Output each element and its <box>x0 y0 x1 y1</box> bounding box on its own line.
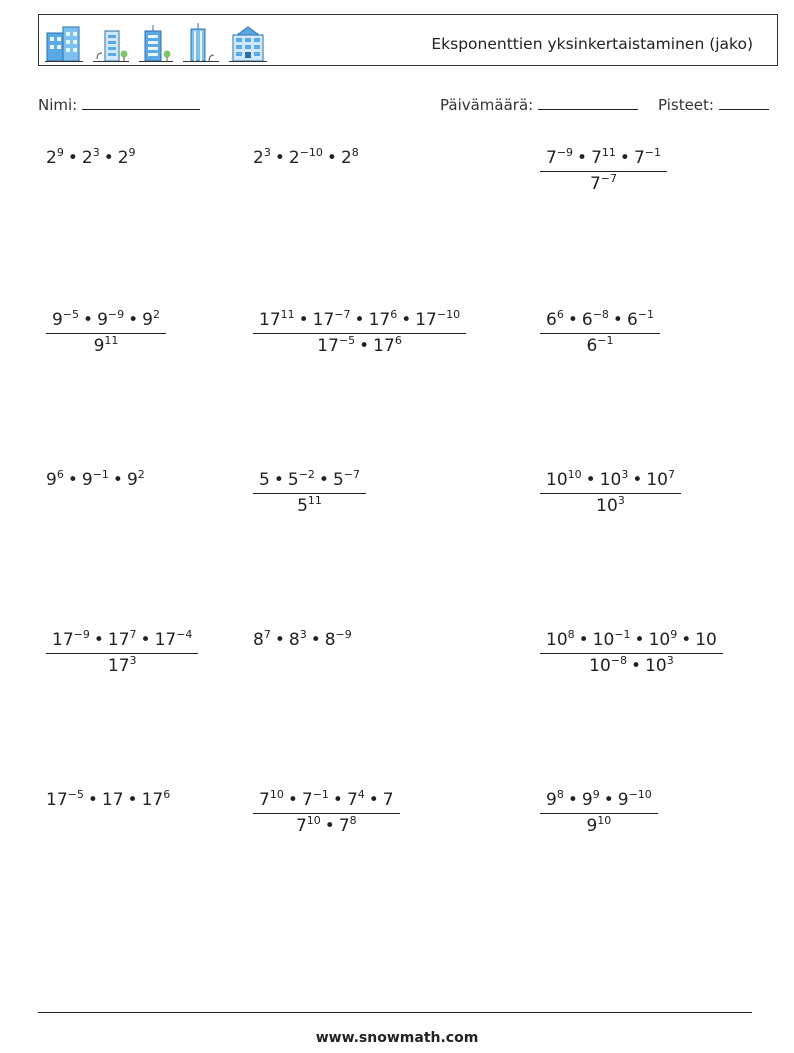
numerator <box>540 470 681 494</box>
term-base: 10 <box>695 630 717 650</box>
term-exponent: 10 <box>567 468 582 481</box>
term-exponent: −9 <box>73 628 90 641</box>
worksheet-title: Eksponenttien yksinkertaistaminen (jako) <box>431 35 753 53</box>
date-field[interactable] <box>440 95 638 114</box>
term-base: 17 <box>101 790 124 810</box>
numerator <box>540 148 667 172</box>
term-base: 8 <box>288 630 300 650</box>
term-base: 2 <box>117 148 129 168</box>
term-base: 9 <box>81 470 93 490</box>
problem-13 <box>46 790 170 810</box>
multiply-dot: • <box>274 148 285 168</box>
term-base: 9 <box>617 790 629 810</box>
numerator <box>253 470 366 494</box>
term-base: 9 <box>586 816 598 836</box>
multiply-dot: • <box>612 310 623 330</box>
term-exponent: 3 <box>129 654 137 667</box>
denominator <box>540 494 681 516</box>
footer-divider <box>38 1012 752 1013</box>
term-base: 10 <box>648 630 671 650</box>
fraction <box>540 148 667 194</box>
term-exponent: −2 <box>298 468 315 481</box>
term-exponent: −5 <box>338 334 356 347</box>
term-base: 6 <box>586 336 598 356</box>
term-exponent: −1 <box>614 628 631 641</box>
multiply-dot: • <box>578 630 589 650</box>
term-exponent: 7 <box>667 468 675 481</box>
term-exponent: 3 <box>92 146 100 159</box>
term-base: 5 <box>287 470 299 490</box>
term-exponent: 6 <box>56 468 64 481</box>
apartment-building-icon <box>229 23 267 63</box>
name-field[interactable] <box>38 95 200 114</box>
fraction <box>46 310 166 356</box>
problem-14 <box>253 790 400 836</box>
term-base: 17 <box>107 656 130 676</box>
term-exponent: −8 <box>610 654 628 667</box>
name-blank[interactable] <box>82 95 200 110</box>
term-base: 10 <box>546 470 568 490</box>
term-base: 17 <box>317 336 339 356</box>
term-base: 7 <box>546 148 557 168</box>
term-exponent: −8 <box>592 308 609 321</box>
term-base: 9 <box>142 310 153 330</box>
term-base: 5 <box>259 470 270 490</box>
problem-6 <box>540 310 660 356</box>
term-exponent: 8 <box>349 814 357 827</box>
fraction <box>540 790 658 836</box>
term-exponent: 3 <box>621 468 629 481</box>
fraction <box>46 630 198 676</box>
multiply-dot: • <box>112 470 123 490</box>
footer-url: www.snowmath.com <box>315 1030 479 1046</box>
numerator <box>46 310 166 334</box>
term-base: 8 <box>253 630 264 650</box>
term-exponent: −10 <box>299 146 323 159</box>
denominator <box>46 654 198 676</box>
term-base: 17 <box>141 790 164 810</box>
multiply-dot: • <box>67 148 78 168</box>
term-exponent: −5 <box>67 788 84 801</box>
term-base: 17 <box>373 336 395 356</box>
numerator <box>253 790 400 814</box>
term-base: 6 <box>581 310 593 330</box>
multiply-dot: • <box>127 790 138 810</box>
term-exponent: 3 <box>617 494 625 507</box>
term-exponent: −10 <box>628 788 652 801</box>
header-icons <box>45 21 267 63</box>
date-label: Päivämäärä: <box>440 96 534 114</box>
term-exponent: 11 <box>104 334 119 347</box>
multiply-dot: • <box>585 470 596 490</box>
fraction <box>540 630 723 676</box>
denominator <box>540 814 658 836</box>
term-base: 7 <box>346 790 358 810</box>
term-exponent: −9 <box>556 146 574 159</box>
problem-7 <box>46 470 145 490</box>
fraction <box>253 310 466 356</box>
term-base: 2 <box>81 148 93 168</box>
multiply-dot: • <box>326 148 337 168</box>
term-exponent: 4 <box>357 788 365 801</box>
term-exponent: 7 <box>263 628 271 641</box>
term-exponent: −7 <box>343 468 360 481</box>
problem-15 <box>540 790 658 836</box>
problem-12 <box>540 630 723 676</box>
term-base: 8 <box>324 630 336 650</box>
term-base: 17 <box>368 310 391 330</box>
term-base: 9 <box>46 470 57 490</box>
term-base: 7 <box>301 790 313 810</box>
problem-3 <box>540 148 667 194</box>
term-exponent: −4 <box>176 628 193 641</box>
term-exponent: 11 <box>307 494 322 507</box>
problem-2 <box>253 148 359 168</box>
worksheet-header <box>38 14 778 66</box>
term-exponent: 9 <box>56 146 64 159</box>
term-exponent: 6 <box>390 308 398 321</box>
term-exponent: 6 <box>163 788 171 801</box>
fraction <box>253 470 366 516</box>
denominator <box>46 334 166 356</box>
multiply-dot: • <box>273 470 284 490</box>
multiply-dot: • <box>87 790 98 810</box>
term-base: 10 <box>645 656 667 676</box>
term-exponent: 10 <box>269 788 284 801</box>
term-exponent: 9 <box>128 146 136 159</box>
multiply-dot: • <box>67 470 78 490</box>
multiply-dot: • <box>631 656 642 676</box>
term-exponent: 10 <box>306 814 321 827</box>
multiply-dot: • <box>368 790 379 810</box>
multiply-dot: • <box>93 630 104 650</box>
score-field[interactable] <box>658 95 769 114</box>
term-exponent: 11 <box>280 308 295 321</box>
term-base: 17 <box>107 630 130 650</box>
term-base: 5 <box>332 470 344 490</box>
term-exponent: −1 <box>92 468 109 481</box>
score-blank[interactable] <box>719 95 769 110</box>
term-exponent: −1 <box>637 308 654 321</box>
problem-11 <box>253 630 352 650</box>
term-exponent: −7 <box>334 308 351 321</box>
term-exponent: 9 <box>670 628 678 641</box>
term-base: 9 <box>546 790 557 810</box>
term-exponent: −9 <box>107 308 125 321</box>
fraction <box>253 790 400 836</box>
multiply-dot: • <box>287 790 298 810</box>
term-base: 2 <box>288 148 300 168</box>
term-base: 10 <box>646 470 668 490</box>
multiply-dot: • <box>567 790 578 810</box>
multiply-dot: • <box>567 310 578 330</box>
skyscraper-with-tree-icon <box>139 23 173 63</box>
multiply-dot: • <box>619 148 630 168</box>
fraction <box>540 310 660 356</box>
multiply-dot: • <box>128 310 139 330</box>
term-exponent: −5 <box>62 308 80 321</box>
multiply-dot: • <box>298 310 309 330</box>
term-exponent: 11 <box>601 146 616 159</box>
term-exponent: 3 <box>299 628 307 641</box>
multiply-dot: • <box>603 790 614 810</box>
multiply-dot: • <box>83 310 94 330</box>
term-base: 17 <box>312 310 335 330</box>
term-base: 9 <box>581 790 593 810</box>
denominator <box>253 814 400 836</box>
term-base: 7 <box>633 148 645 168</box>
problem-5 <box>253 310 466 356</box>
date-blank[interactable] <box>538 95 638 110</box>
problem-4 <box>46 310 166 356</box>
term-base: 2 <box>253 148 264 168</box>
fraction <box>540 470 681 516</box>
multiply-dot: • <box>274 630 285 650</box>
term-base: 7 <box>591 148 602 168</box>
multiply-dot: • <box>324 816 335 836</box>
tower-with-tree-icon <box>93 23 129 63</box>
term-exponent: 6 <box>556 308 564 321</box>
term-base: 17 <box>52 630 74 650</box>
term-base: 9 <box>97 310 108 330</box>
denominator <box>540 334 660 356</box>
term-exponent: 6 <box>394 334 402 347</box>
numerator <box>540 790 658 814</box>
term-exponent: 3 <box>263 146 271 159</box>
term-exponent: −9 <box>335 628 352 641</box>
term-exponent: 2 <box>152 308 160 321</box>
term-exponent: 10 <box>597 814 612 827</box>
term-exponent: −1 <box>597 334 614 347</box>
term-base: 7 <box>295 816 307 836</box>
term-base: 7 <box>259 790 270 810</box>
office-building-icon <box>45 23 83 63</box>
multiply-dot: • <box>401 310 412 330</box>
numerator <box>540 630 723 654</box>
term-exponent: 8 <box>556 788 564 801</box>
term-exponent: 8 <box>351 146 359 159</box>
problem-9 <box>540 470 681 516</box>
multiply-dot: • <box>310 630 321 650</box>
term-base: 17 <box>259 310 281 330</box>
problem-10 <box>46 630 198 676</box>
term-exponent: 2 <box>137 468 145 481</box>
multiply-dot: • <box>140 630 151 650</box>
term-exponent: −10 <box>436 308 461 321</box>
multiply-dot: • <box>318 470 329 490</box>
denominator <box>540 654 723 676</box>
term-base: 2 <box>46 148 57 168</box>
multiply-dot: • <box>103 148 114 168</box>
term-exponent: −7 <box>600 172 618 185</box>
term-base: 10 <box>596 496 618 516</box>
term-base: 6 <box>626 310 638 330</box>
term-exponent: 9 <box>592 788 600 801</box>
multiply-dot: • <box>632 470 643 490</box>
term-base: 2 <box>340 148 352 168</box>
problem-1 <box>46 148 136 168</box>
name-label: Nimi: <box>38 96 78 114</box>
term-exponent: −1 <box>312 788 329 801</box>
multiply-dot: • <box>577 148 588 168</box>
term-base: 6 <box>546 310 557 330</box>
tall-tower-icon <box>183 23 219 63</box>
numerator <box>46 630 198 654</box>
term-base: 7 <box>589 174 601 194</box>
term-base: 17 <box>415 310 437 330</box>
term-base: 9 <box>52 310 63 330</box>
term-exponent: −1 <box>644 146 661 159</box>
term-base: 17 <box>46 790 68 810</box>
problem-8 <box>253 470 366 516</box>
term-base: 9 <box>126 470 138 490</box>
term-base: 10 <box>589 656 611 676</box>
multiply-dot: • <box>332 790 343 810</box>
term-base: 10 <box>592 630 615 650</box>
term-base: 7 <box>338 816 350 836</box>
multiply-dot: • <box>634 630 645 650</box>
denominator <box>253 334 466 356</box>
score-label: Pisteet: <box>658 96 714 114</box>
numerator <box>253 310 466 334</box>
term-exponent: 3 <box>666 654 674 667</box>
numerator <box>540 310 660 334</box>
multiply-dot: • <box>354 310 365 330</box>
term-exponent: 8 <box>567 628 575 641</box>
term-exponent: 7 <box>129 628 137 641</box>
term-base: 5 <box>297 496 308 516</box>
multiply-dot: • <box>681 630 692 650</box>
term-base: 10 <box>546 630 568 650</box>
term-base: 9 <box>93 336 105 356</box>
term-base: 10 <box>599 470 622 490</box>
denominator <box>540 172 667 194</box>
denominator <box>253 494 366 516</box>
multiply-dot: • <box>359 336 370 356</box>
term-base: 17 <box>154 630 177 650</box>
term-base: 7 <box>382 790 394 810</box>
